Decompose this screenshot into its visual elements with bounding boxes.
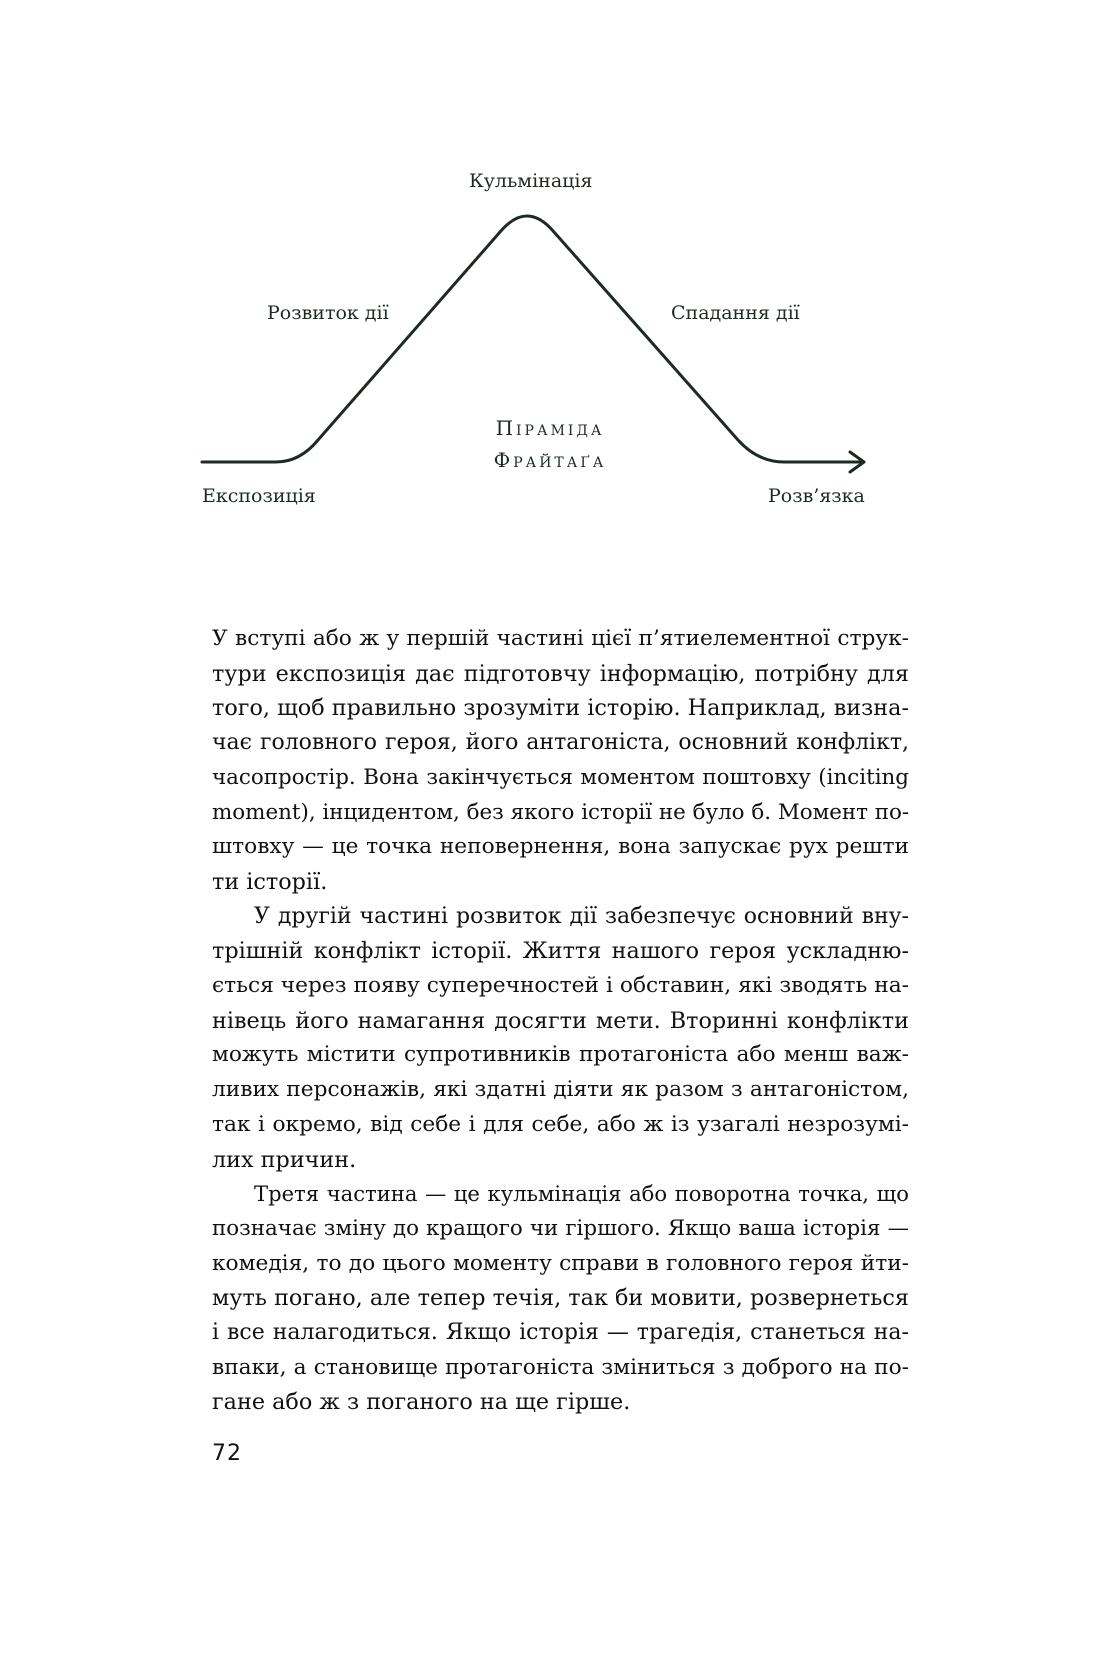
diagram-title xyxy=(430,412,670,476)
label-falling-action: Спадання дії xyxy=(671,302,800,324)
text-line: ється через появу суперечностей і обставин, які зводять на- xyxy=(212,973,909,999)
page-number: 72 xyxy=(212,1441,242,1466)
text-line: муть погано, але тепер течія, так би мовити, розвернеться xyxy=(212,1285,909,1312)
diagram-title-line-1: Піраміда xyxy=(495,416,605,440)
text-line: лих причин. xyxy=(212,1146,357,1173)
label-rising-action: Розвиток дії xyxy=(267,302,389,324)
label-resolution: Розв’язка xyxy=(768,485,865,507)
text-line: часопростір. Вона закінчується моментом поштовху (inciting xyxy=(212,764,909,790)
paragraph-3 xyxy=(212,1177,909,1420)
text-line: і все налагодиться. Якщо історія — трагедія, станеться на- xyxy=(212,1320,909,1346)
text-line: moment), інцидентом, без якого історії не було б. Момент по- xyxy=(212,799,910,825)
text-line: Третя частина — це кульмінація або поворотна точка, що xyxy=(254,1181,909,1207)
label-exposition: Експозиція xyxy=(202,485,316,507)
text-line: позначає зміну до кращого чи гіршого. Якщо ваша історія — xyxy=(212,1215,909,1241)
text-line: чає головного героя, його антагоніста, основний конфлікт, xyxy=(212,730,909,756)
text-line: трішній конфлікт історії. Життя нашого героя ускладню- xyxy=(212,938,909,965)
text-line: нівець його намагання досягти мети. Вторинні конфлікти xyxy=(212,1007,909,1034)
text-line: У другій частині розвиток дії забезпечує основний вну- xyxy=(254,903,909,929)
text-line: можуть містити супротивників протагоніста або менш важ- xyxy=(212,1042,909,1068)
body-text xyxy=(212,622,909,1420)
text-line: ти історії. xyxy=(212,868,328,895)
freytag-pyramid-diagram xyxy=(0,0,1102,560)
text-line: штовху — це точка неповернення, вона запускає рух решти xyxy=(212,834,909,860)
text-line: ливих персонажів, які здатні діяти як разом з антагоністом, xyxy=(212,1077,909,1103)
pyramid-curve xyxy=(0,0,1102,560)
text-line: так і окремо, від себе і для себе, або ж із узагалі незрозумі- xyxy=(212,1111,909,1137)
diagram-title-line-2: Фрайтаґа xyxy=(493,448,607,472)
paragraph-2 xyxy=(212,900,909,1178)
text-line: гане або ж з поганого на ще гірше. xyxy=(212,1389,631,1416)
text-line: комедія, то до цього моменту справи в головного героя йти- xyxy=(212,1250,909,1276)
text-line: тури експозиція дає підготовчу інформацію, потрібну для xyxy=(212,660,909,687)
label-climax: Кульмінація xyxy=(469,170,593,192)
text-line: того, щоб правильно зрозуміти історію. Наприклад, визна- xyxy=(212,695,909,722)
text-line: У вступі або ж у першій частині цієї п’ятиелементної струк- xyxy=(212,626,909,651)
paragraph-1 xyxy=(212,622,909,900)
text-line: впаки, а становище протагоніста зміниться з доброго на по- xyxy=(212,1354,909,1380)
